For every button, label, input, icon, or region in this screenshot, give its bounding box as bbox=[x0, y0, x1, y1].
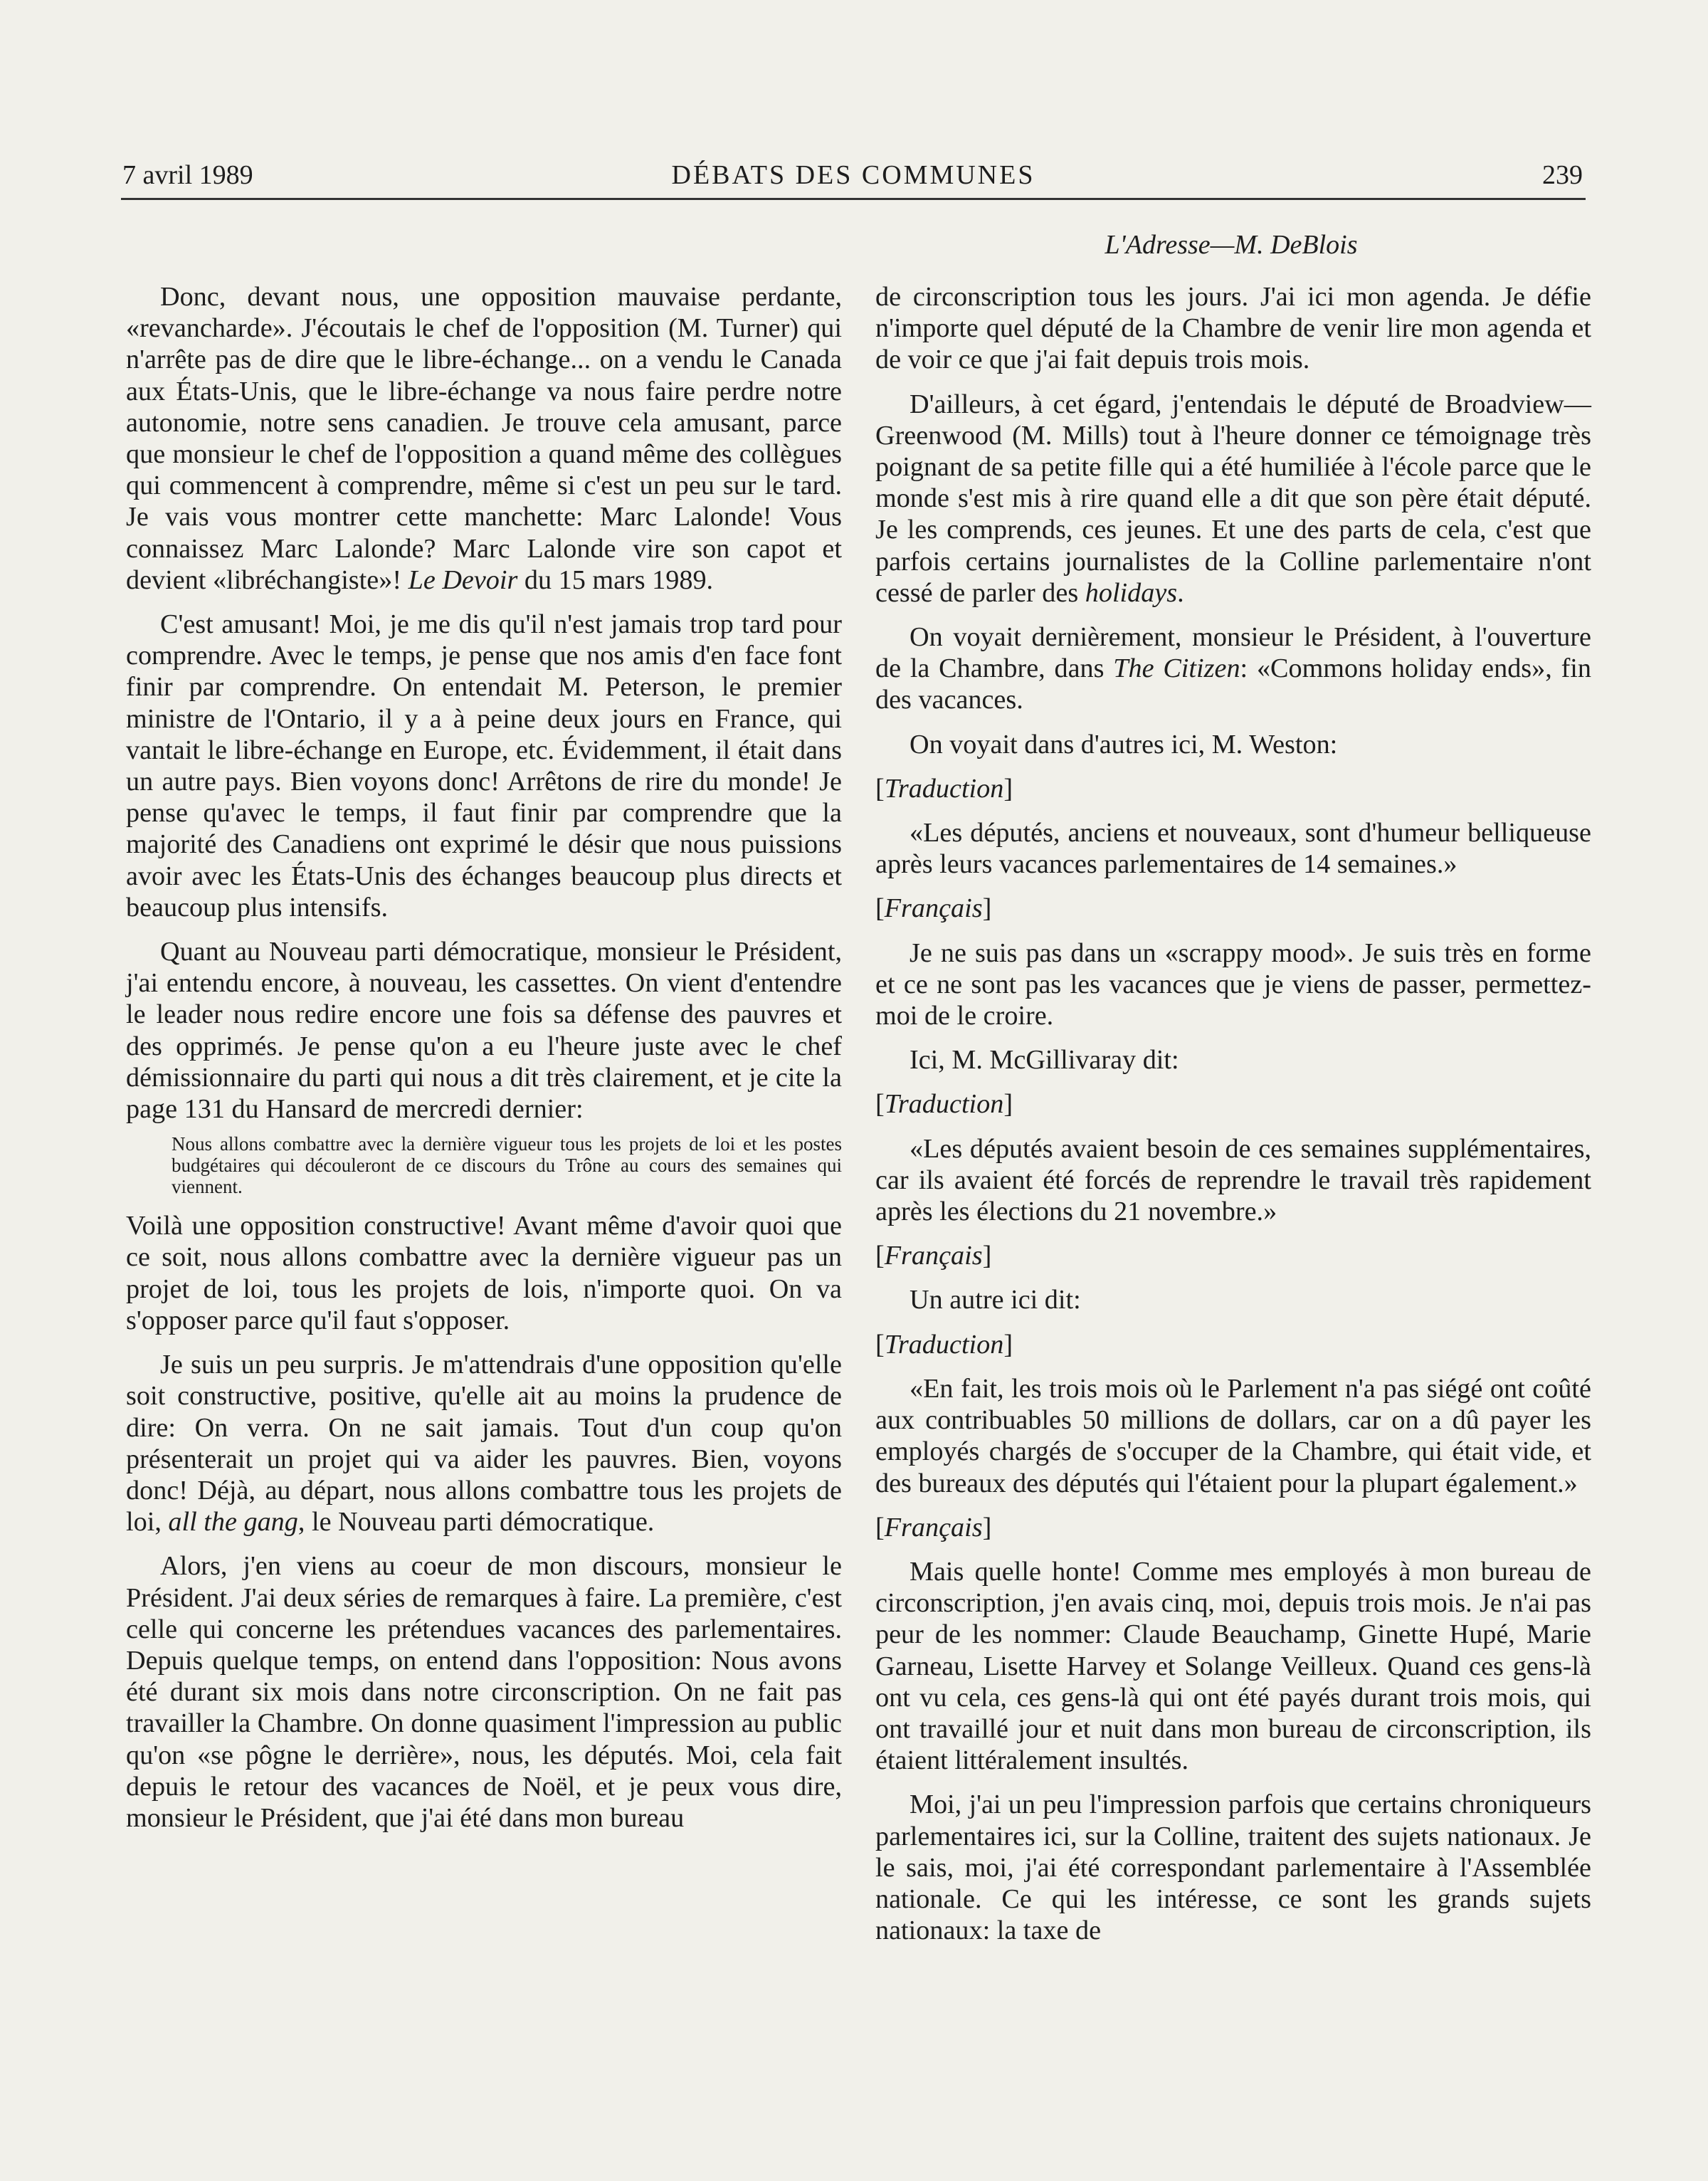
text-run: On voyait dernièrement, monsieur le Président, à l'ouverture de la Chambre, dans bbox=[875, 622, 1591, 684]
right-column bbox=[875, 281, 1591, 1959]
language-marker: [Français] bbox=[875, 893, 992, 924]
text-run: «Les députés avaient besoin de ces semaines supplémentaires, car ils avaient été forcés de reprendre le travail très rapidement après les élections du 21 novembre.» bbox=[875, 1133, 1591, 1227]
text-run: C'est amusant! Moi, je me dis qu'il n'est jamais trop tard pour comprendre. Avec le temps, je pense que nos amis d'en face font finir par comprendre. On entendait M. Peterson, le premier ministre de l'Ontario, il y a à peine deux jours en France, qui vantait le libre-échange en Europe, etc. Évidemment, il était dans un autre pays. Bien voyons donc! Arrêtons de rire du monde! Je pense qu'avec le temps, il faut finir par comprendre que la majorité des Canadiens ont exprimé le désir que nous puissions avoir avec les États-Unis des échanges beaucoup plus directs et beaucoup plus intensifs. bbox=[126, 609, 842, 923]
text-run: : «Commons holiday ends», fin des vacances. bbox=[875, 653, 1592, 715]
language-label: Traduction bbox=[884, 1089, 1004, 1120]
left-column bbox=[126, 281, 842, 1846]
paragraph bbox=[126, 1349, 842, 1538]
italic-text: holidays bbox=[1085, 577, 1178, 608]
italic-text: all the gang bbox=[168, 1507, 298, 1538]
speaker-heading: L'Adresse—M. DeBlois bbox=[1105, 230, 1358, 260]
language-marker: [Traduction] bbox=[875, 1089, 1013, 1120]
text-run: , le Nouveau parti démocratique. bbox=[297, 1507, 655, 1538]
paragraph bbox=[126, 1550, 842, 1834]
italic-text: The Citizen bbox=[1113, 653, 1240, 684]
text-run: On voyait dans d'autres ici, M. Weston: bbox=[910, 729, 1338, 760]
text-run: Un autre ici dit: bbox=[910, 1285, 1081, 1315]
text-run: Nous allons combattre avec la dernière vigueur tous les projets de loi et les postes budgétaires qui découleront de ce discours du Trône au cours des semaines qui viennent. bbox=[172, 1133, 842, 1198]
text-run: Je suis un peu surpris. Je m'attendrais d'une opposition qu'elle soit constructive, positive, qu'elle ait au moins la prudence de dire: On verra. On ne sait jamais. Tout d'un coup qu'on présenterait un projet qui va aider les pauvres. Bien, voyons donc! Déjà, au départ, nous allons combattre tous les projets de loi, bbox=[126, 1350, 842, 1538]
paragraph bbox=[875, 1133, 1591, 1228]
paragraph bbox=[875, 281, 1591, 376]
paragraph bbox=[875, 1284, 1591, 1315]
text-run: «Les députés, anciens et nouveaux, sont d'humeur belliqueuse après leurs vacances parlementaires de 14 semaines.» bbox=[875, 818, 1591, 880]
text-run: Je ne suis pas dans un «scrappy mood». Je suis très en forme et ce ne sont pas les vacances que je viens de passer, permettez-moi de le croire. bbox=[875, 937, 1591, 1031]
paragraph bbox=[126, 281, 842, 596]
paragraph bbox=[875, 1789, 1591, 1946]
paragraph bbox=[875, 1044, 1591, 1076]
header-date: 7 avril 1989 bbox=[122, 160, 253, 190]
text-run: «En fait, les trois mois où le Parlement n'a pas siégé ont coûté aux contribuables 50 millions de dollars, car on a dû payer les employés chargés de s'occuper de la Chambre, qui était vide, et des bureaux des députés qui l'étaient pour la plupart également.» bbox=[875, 1373, 1591, 1498]
paragraph bbox=[875, 1556, 1591, 1776]
block-quote bbox=[126, 1133, 842, 1197]
paragraph bbox=[875, 1373, 1591, 1499]
header-title: DÉBATS DES COMMUNES bbox=[671, 160, 1035, 190]
running-header bbox=[121, 155, 1586, 200]
paragraph bbox=[875, 937, 1591, 1032]
text-run: Mais quelle honte! Comme mes employés à mon bureau de circonscription, j'en avais cinq, moi, depuis trois mois. Je n'ai pas peur de les nommer: Claude Beauchamp, Ginette Hupé, Marie Garneau, Lisette Harvey et Solange Veilleux. Quand ces gens-là ont vu cela, ces gens-là qui ont été payés durant trois mois, qui ont travaillé jour et nuit dans mon bureau de circonscription, ils étaient littéralement insultés. bbox=[875, 1556, 1591, 1776]
language-marker: [Français] bbox=[875, 1241, 992, 1271]
language-marker: [Traduction] bbox=[875, 773, 1013, 804]
text-run: D'ailleurs, à cet égard, j'entendais le député de Broadview—Greenwood (M. Mills) tout à l'heure donner ce témoignage très poignant de sa petite fille qui a été humiliée à l'école parce que le monde s'est mis à rire quand elle a dit que son père était député. Je les comprends, ces jeunes. Et une des parts de cela, c'est que parfois certains journalistes de la Colline parlementaire n'ont cessé de parler des bbox=[875, 389, 1591, 608]
paragraph bbox=[875, 389, 1591, 609]
language-label: Traduction bbox=[884, 773, 1004, 804]
text-run: Donc, devant nous, une opposition mauvaise perdante, «revancharde». J'écoutais le chef de l'opposition (M. Turner) qui n'arrête pas de dire que le libre-échange... on a vendu le Canada aux États-Unis, que le libre-échange va nous faire perdre notre autonomie, notre sens canadien. Je trouve cela amusant, parce que monsieur le chef de l'opposition a quand même des collègues qui commencent à comprendre, même si c'est un peu sur le tard. Je vais vous montrer cette manchette: Marc Lalonde! Vous connaissez Marc Lalonde? Marc Lalonde vire son capot et devient «libréchangiste»! bbox=[126, 282, 842, 595]
language-marker: [Français] bbox=[875, 1512, 992, 1543]
paragraph bbox=[875, 729, 1591, 760]
language-label: Français bbox=[884, 1241, 983, 1271]
language-label: Français bbox=[884, 1512, 983, 1543]
paragraph bbox=[126, 609, 842, 923]
text-run: Quant au Nouveau parti démocratique, monsieur le Président, j'ai entendu encore, à nouveau, les cassettes. On vient d'entendre le leader nous redire encore une fois sa défense des pauvres et des opprimés. Je pense qu'on a eu l'heure juste avec le chef démissionnaire du parti qui nous a dit très clairement, et je cite la page 131 du Hansard de mercredi dernier: bbox=[126, 937, 842, 1125]
text-run: Ici, M. McGillivaray dit: bbox=[910, 1045, 1179, 1076]
paragraph bbox=[126, 936, 842, 1125]
text-run: de circonscription tous les jours. J'ai ici mon agenda. Je défie n'importe quel député de la Chambre de venir lire mon agenda et de voir ce que j'ai fait depuis trois mois. bbox=[875, 282, 1591, 375]
header-page-number: 239 bbox=[1542, 160, 1583, 190]
language-marker: [Traduction] bbox=[875, 1329, 1013, 1360]
italic-text: Le Devoir bbox=[408, 564, 518, 595]
text-run: Voilà une opposition constructive! Avant même d'avoir quoi que ce soit, nous allons combattre avec la dernière vigueur pas un projet de loi, tous les projets de lois, n'importe quoi. On va s'opposer parce qu'il faut s'opposer. bbox=[126, 1211, 842, 1335]
text-run: du 15 mars 1989. bbox=[517, 564, 714, 595]
paragraph bbox=[126, 1210, 842, 1336]
paragraph bbox=[875, 817, 1591, 880]
text-run: . bbox=[1177, 577, 1184, 608]
language-label: Traduction bbox=[884, 1329, 1004, 1360]
text-run: Moi, j'ai un peu l'impression parfois que certains chroniqueurs parlementaires ici, sur la Colline, traitent des sujets nationaux. Je le sais, moi, j'ai été correspondant parlementaire à l'Assemblée nationale. Ce qui les intéresse, ce sont les grands sujets nationaux: la taxe de bbox=[875, 1790, 1591, 1946]
text-run: Alors, j'en viens au coeur de mon discours, monsieur le Président. J'ai deux séries de remarques à faire. La première, c'est celle qui concerne les prétendues vacances des parlementaires. Depuis quelque temps, on entend dans l'opposition: Nous avons été durant six mois dans notre circonscription. On ne fait pas travailler la Chambre. On donne quasiment l'impression au public qu'on «se pôgne le derrière», nous, les députés. Moi, cela fait depuis le retour des vacances de Noël, et je peux vous dire, monsieur le Président, que j'ai été dans mon bureau bbox=[126, 1551, 842, 1833]
paragraph bbox=[875, 621, 1591, 716]
language-label: Français bbox=[884, 893, 983, 924]
